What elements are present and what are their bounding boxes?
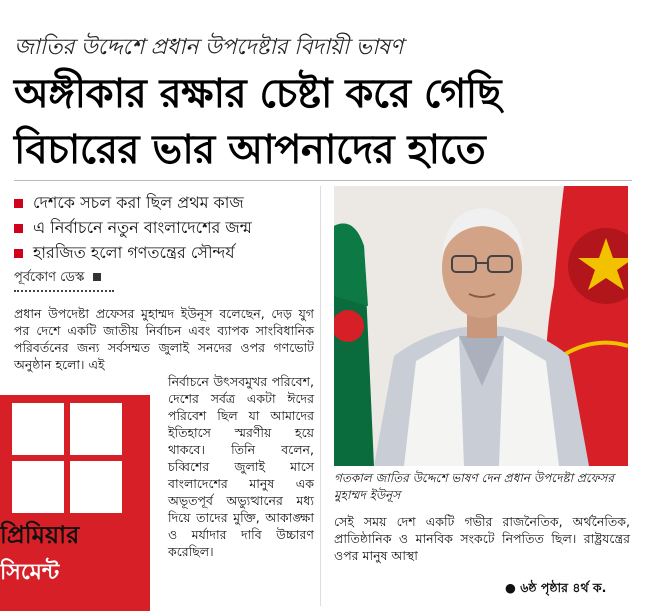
ad-brand-name: প্রিমিয়ার bbox=[0, 521, 80, 549]
ad-logo-block bbox=[12, 461, 64, 513]
bullet-square-icon bbox=[14, 249, 23, 258]
byline-text: পূর্বকোণ ডেস্ক bbox=[14, 270, 85, 285]
ad-brand-product: সিমেন্ট bbox=[0, 560, 60, 585]
continued-text: ৬ষ্ঠ পৃষ্ঠার ৪র্থ ক. bbox=[520, 580, 607, 595]
byline bbox=[14, 268, 101, 289]
article-kicker: জাতির উদ্দেশে প্রধান উপদেষ্টার বিদায়ী ভাষণ bbox=[14, 35, 403, 60]
article-paragraph-1: প্রধান উপদেষ্টা প্রফেসর মুহাম্মদ ইউনূস বলেছেন, দেড় যুগ পর দেশে একটি জাতীয় নির্বাচন এবং ব্যাপক সাংবিধানিক পরিবর্তনের জন্য সর্বসম্মত জুলাই সনদের ওপর গণভোট অনুষ্ঠান হলো। এই bbox=[14, 306, 314, 372]
advertisement bbox=[0, 395, 150, 611]
bullet-text: এ নির্বাচনে নতুন বাংলাদেশের জন্ম bbox=[33, 218, 252, 237]
column-separator bbox=[320, 186, 321, 606]
portrait-illustration bbox=[334, 186, 628, 466]
bullet-point bbox=[14, 190, 244, 217]
headline-line-2: বিচারের ভার আপনাদের হাতে bbox=[14, 127, 486, 173]
headline-divider bbox=[14, 180, 632, 181]
bullet-text: দেশকে সচল করা ছিল প্রথম কাজ bbox=[33, 193, 244, 212]
bullet-square-icon bbox=[14, 199, 23, 208]
ad-logo-block bbox=[12, 403, 64, 455]
article-photo bbox=[334, 186, 628, 466]
ad-logo-block bbox=[70, 461, 122, 513]
bullet-text: হারজিত হলো গণতন্ত্রের সৌন্দর্য bbox=[33, 243, 235, 262]
bullet-square-icon bbox=[14, 224, 23, 233]
byline-square-icon bbox=[93, 273, 101, 281]
ad-logo-block bbox=[70, 403, 122, 455]
article-paragraph-3: সেই সময় দেশ একটি গভীর রাজনৈতিক, অর্থনৈতিক, প্রাতিষ্ঠানিক ও মানবিক সংকটে নিপতিত ছিল। রাষ্ট্রযন্ত্রের ওপর মানুষ আস্থা bbox=[334, 514, 630, 563]
continued-marker bbox=[505, 580, 606, 600]
article-paragraph-2: নির্বাচনে উৎসবমুখর পরিবেশ, দেশের সর্বত্র একটা ঈদের পরিবেশ ছিল যা আমাদের ইতিহাসে স্মরণীয় হয়ে থাকবে। তিনি বলেন, চব্বিশের জুলাই মাসে বাংলাদেশের মানুষ এক অভূতপূর্ব অভ্যুত্থানের মধ্য দিয়ে তাদের মুক্তি, আকাঙ্ক্ষা ও মর্যাদার দাবি উচ্চারণ করেছিল। bbox=[168, 374, 314, 559]
bullet-point bbox=[14, 215, 252, 242]
headline-line-1: অঙ্গীকার রক্ষার চেষ্টা করে গেছি bbox=[14, 71, 501, 117]
continued-bullet-icon: ● bbox=[505, 580, 521, 595]
byline-dotted-rule bbox=[14, 290, 114, 292]
photo-caption: গতকাল জাতির উদ্দেশে ভাষণ দেন প্রধান উপদেষ্টা প্রফেসর মুহাম্মদ ইউনূস bbox=[334, 471, 614, 502]
bullet-point bbox=[14, 240, 235, 267]
